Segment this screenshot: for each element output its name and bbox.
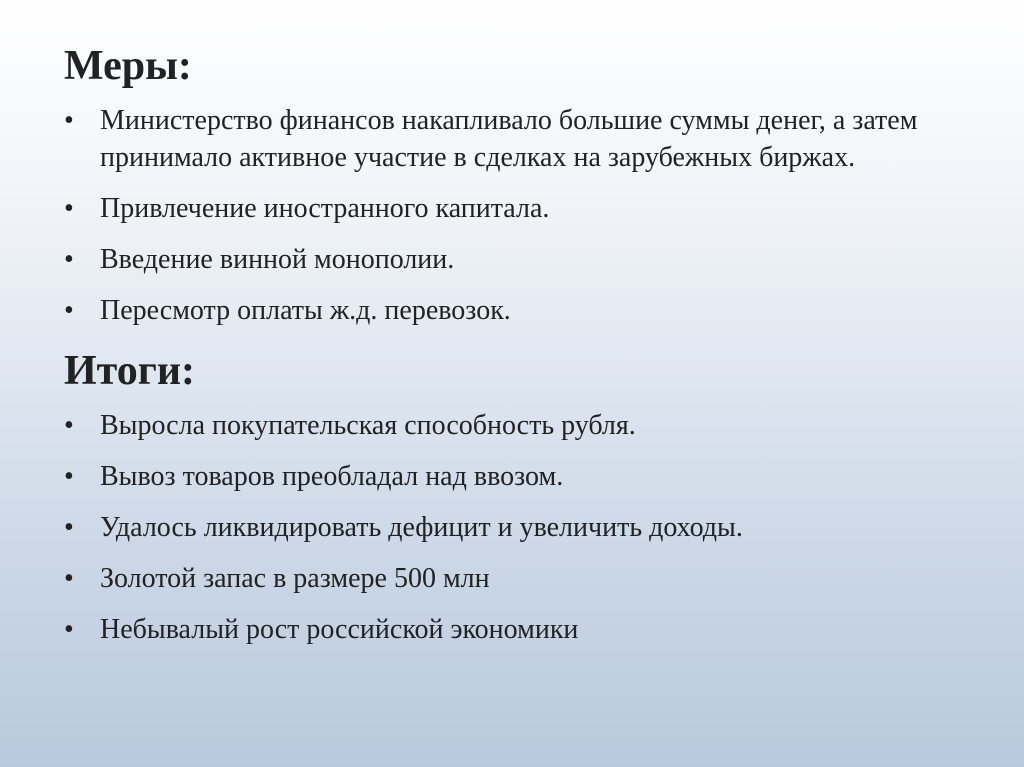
list-item <box>64 102 964 176</box>
bullet-icon: • <box>64 614 74 645</box>
list-item-text: Пересмотр оплаты ж.д. перевозок. <box>100 295 511 326</box>
bullet-icon: • <box>64 244 74 275</box>
section-title-results: Итоги: <box>64 348 196 394</box>
list-item <box>64 560 964 597</box>
bullet-icon: • <box>64 295 74 326</box>
list-item <box>64 509 964 546</box>
list-item-text: Привлечение иностранного капитала. <box>100 193 550 224</box>
list-item-text: Введение винной монополии. <box>100 244 455 275</box>
measures-list <box>64 102 964 329</box>
bullet-icon: • <box>64 193 74 224</box>
list-item <box>64 611 964 648</box>
bullet-icon: • <box>64 105 74 136</box>
list-item <box>64 458 964 495</box>
list-item-text: Удалось ликвидировать дефицит и увеличить доходы. <box>100 512 743 543</box>
bullet-icon: • <box>64 410 74 441</box>
list-item <box>64 292 964 329</box>
list-item-text: Вывоз товаров преобладал над ввозом. <box>100 461 564 492</box>
slide-content <box>64 38 964 662</box>
results-list <box>64 407 964 648</box>
bullet-icon: • <box>64 563 74 594</box>
list-item <box>64 407 964 444</box>
list-item-text: Золотой запас в размере 500 млн <box>100 563 490 594</box>
bullet-icon: • <box>64 461 74 492</box>
list-item-text: Министерство финансов накапливало большие суммы денег, а затем принимало активное участие в сделках на зарубежных биржах. <box>100 105 918 173</box>
list-item <box>64 241 964 278</box>
section-title-measures: Меры: <box>64 43 192 89</box>
list-item-text: Выросла покупательская способность рубля. <box>100 410 636 441</box>
list-item-text: Небывалый рост российской экономики <box>100 614 579 645</box>
bullet-icon: • <box>64 512 74 543</box>
list-item <box>64 190 964 227</box>
